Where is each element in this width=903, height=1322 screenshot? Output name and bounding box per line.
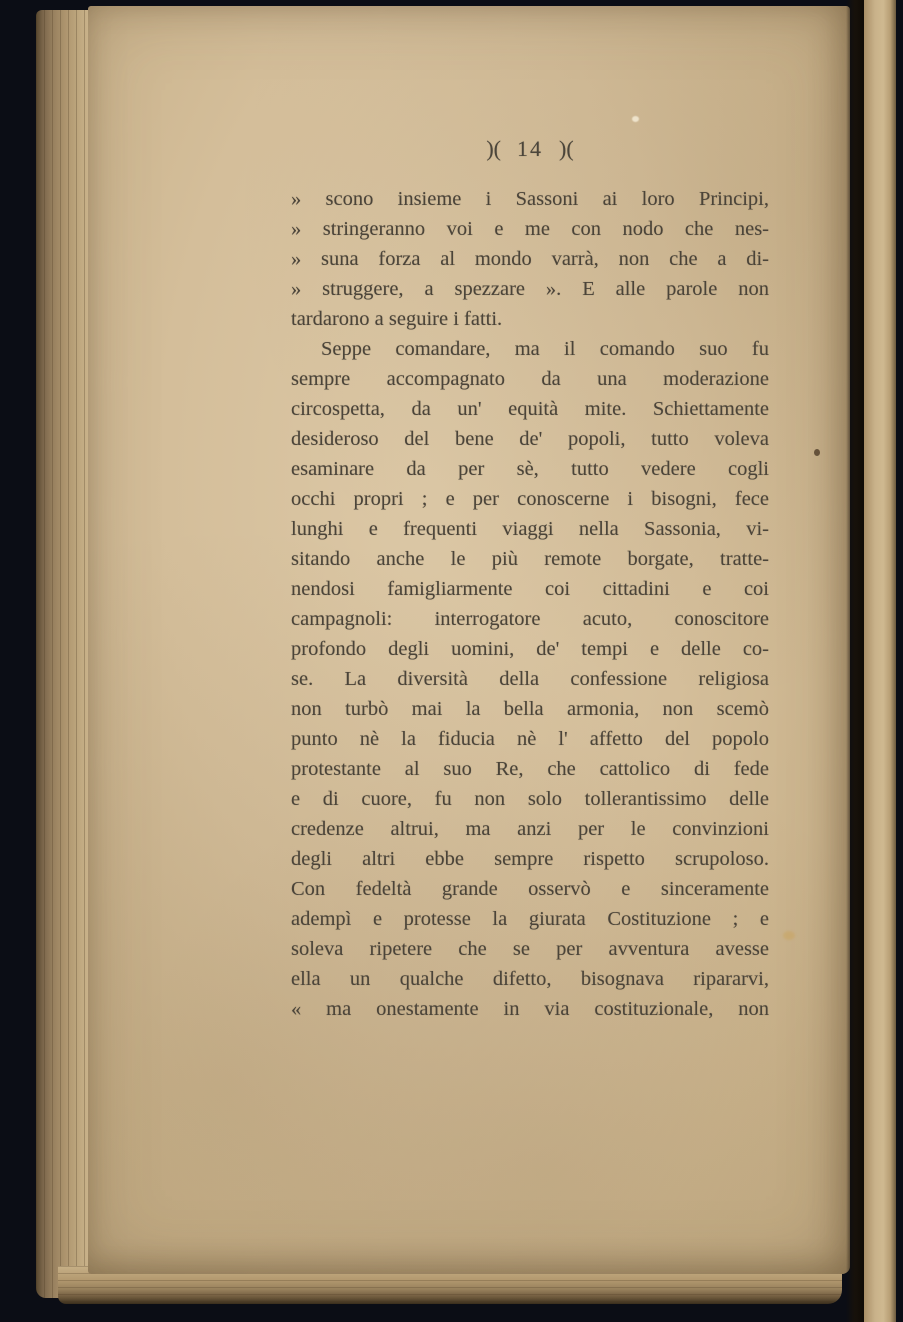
book-gutter-shadow [846, 0, 866, 1322]
text-line: adempì e protesse la giurata Costituzione ; e [291, 908, 769, 930]
text-line: ella un qualche difetto, bisognava ripararvi, [291, 968, 769, 990]
text-line: circospetta, da un' equità mite. Schiettamente [291, 398, 769, 420]
text-line: se. La diversità della confessione religiosa [291, 668, 769, 690]
page-header [291, 136, 769, 162]
text-line: campagnoli: interrogatore acuto, conoscitore [291, 608, 769, 630]
page-text-block [291, 184, 769, 1024]
text-line: sitando anche le più remote borgate, tratte- [291, 548, 769, 570]
text-line: » struggere, a spezzare ». E alle parole non [291, 278, 769, 300]
text-line: soleva ripetere che se per avventura avesse [291, 938, 769, 960]
text-line: Con fedeltà grande osservò e sinceramente [291, 878, 769, 900]
text-line: » scono insieme i Sassoni ai loro Principi, [291, 188, 769, 210]
paper-speck-white [632, 116, 639, 122]
text-line: occhi propri ; e per conoscerne i bisogni, fece [291, 488, 769, 510]
page-number: 14 [517, 136, 543, 161]
text-line: non turbò mai la bella armonia, non scemò [291, 698, 769, 720]
text-line: » suna forza al mondo varrà, non che a di- [291, 248, 769, 270]
text-line: protestante al suo Re, che cattolico di fede [291, 758, 769, 780]
text-line: lunghi e frequenti viaggi nella Sassonia, vi- [291, 518, 769, 540]
stacked-page-edges-left [36, 10, 92, 1298]
text-line: profondo degli uomini, de' tempi e delle co- [291, 638, 769, 660]
text-line: credenze altrui, ma anzi per le convinzioni [291, 818, 769, 840]
text-line: degli altri ebbe sempre rispetto scrupoloso. [291, 848, 769, 870]
paper-stain [783, 931, 795, 940]
text-line: « ma onestamente in via costituzionale, non [291, 998, 769, 1020]
text-line: » stringeranno voi e me con nodo che nes- [291, 218, 769, 240]
text-line: tardarono a seguire i fatti. [291, 308, 503, 330]
text-line: esaminare da per sè, tutto vedere cogli [291, 458, 769, 480]
text-line: Seppe comandare, ma il comando suo fu [321, 338, 769, 360]
text-line: sempre accompagnato da una moderazione [291, 368, 769, 390]
header-right-mark: )( [559, 136, 574, 161]
text-line: punto nè la fiducia nè l' affetto del popolo [291, 728, 769, 750]
header-left-mark: )( [486, 136, 501, 161]
book-page [88, 6, 850, 1274]
paper-speck-dark [814, 449, 820, 456]
text-line: nendosi famigliarmente coi cittadini e coi [291, 578, 769, 600]
text-line: e di cuore, fu non solo tollerantissimo delle [291, 788, 769, 810]
facing-page-edge [864, 0, 896, 1322]
text-line: desideroso del bene de' popoli, tutto voleva [291, 428, 769, 450]
